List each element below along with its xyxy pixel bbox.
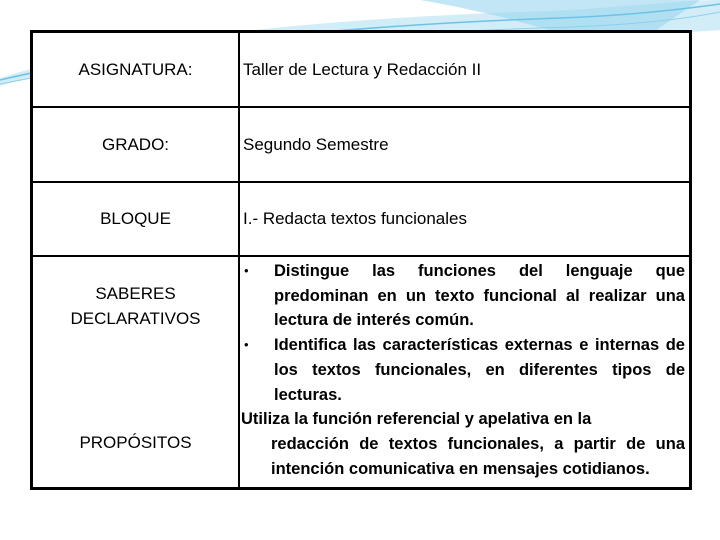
asignatura-value: Taller de Lectura y Redacción II xyxy=(243,59,482,79)
bloque-label: BLOQUE xyxy=(100,209,171,228)
propositos-text-rest: redacción de textos funcionales, a partir de una intención comunicativa en mensajes cotidianos. xyxy=(271,434,685,478)
saberes-label-line2: DECLARATIVOS xyxy=(70,309,201,328)
column-divider xyxy=(238,33,240,487)
asignatura-label: ASIGNATURA: xyxy=(78,59,193,79)
propositos-label: PROPÓSITOS xyxy=(79,433,192,452)
bloque-value: I.- Redacta textos funcionales xyxy=(243,209,467,228)
bullet-text: Identifica las características externas e internas de los textos funcionales, en diferentes tipos de lecturas. xyxy=(274,336,685,404)
propositos-text-first: Utiliza la función referencial y apelativa en la xyxy=(241,410,592,429)
bullet-item xyxy=(241,259,685,333)
grado-value: Segundo Semestre xyxy=(243,134,389,154)
propositos-content xyxy=(241,407,685,481)
bullet-text: Distingue las funciones del lenguaje que predominan en un texto funcional al realizar una lectura de interés común. xyxy=(274,262,685,330)
grado-label: GRADO: xyxy=(101,134,170,154)
saberes-content xyxy=(241,259,685,481)
bullet-icon: • xyxy=(244,263,249,278)
course-info-table xyxy=(30,30,692,490)
bullet-item xyxy=(241,333,685,407)
saberes-label xyxy=(33,278,238,334)
bullet-icon: • xyxy=(244,337,249,353)
row-divider xyxy=(33,255,689,257)
saberes-label-line1: SABERES xyxy=(95,284,176,303)
